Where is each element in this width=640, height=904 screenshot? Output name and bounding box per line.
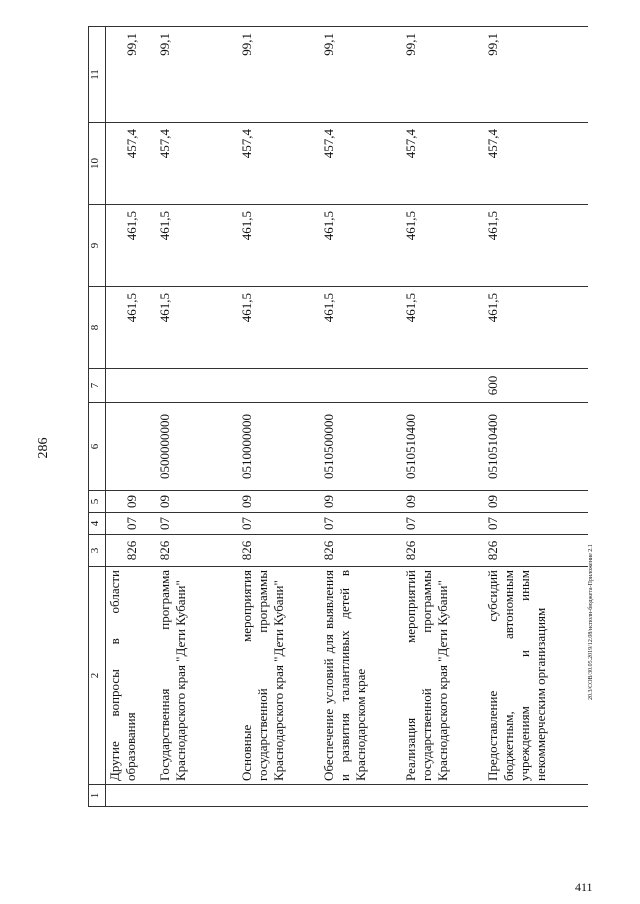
cell-vr: 600 bbox=[484, 369, 588, 403]
cell-ved: 826 bbox=[106, 535, 156, 567]
cell-csr: 0510000000 bbox=[238, 403, 320, 491]
row-name: Предоставление субсидий бюджетным, автономным учреждениям и иным некоммерческим организациям bbox=[484, 567, 588, 785]
cell-vr bbox=[238, 369, 320, 403]
cell-executed: 457,4 bbox=[156, 123, 238, 205]
cell-vr bbox=[320, 369, 402, 403]
cell-pr: 09 bbox=[484, 491, 588, 513]
cell-ved: 826 bbox=[484, 535, 588, 567]
cell-rz: 07 bbox=[484, 513, 588, 535]
rotated-table-wrapper bbox=[88, 33, 586, 807]
column-header: 5 bbox=[89, 491, 106, 513]
cell-rz: 07 bbox=[320, 513, 402, 535]
cell-executed: 457,4 bbox=[320, 123, 402, 205]
cell-plan: 461,5 bbox=[484, 287, 588, 369]
cell-rz: 07 bbox=[238, 513, 320, 535]
column-header: 7 bbox=[89, 369, 106, 403]
cell-executed: 457,4 bbox=[402, 123, 484, 205]
header-row bbox=[89, 27, 106, 807]
cell-executed: 457,4 bbox=[106, 123, 156, 205]
budget-table bbox=[88, 26, 588, 807]
row-name: Другие вопросы в области образования bbox=[106, 567, 156, 785]
table-row bbox=[156, 27, 238, 807]
cell-pr: 09 bbox=[402, 491, 484, 513]
cell-percent: 99,1 bbox=[320, 27, 402, 123]
cell-plan: 461,5 bbox=[238, 287, 320, 369]
column-header: 11 bbox=[89, 27, 106, 123]
column-header: 2 bbox=[89, 567, 106, 785]
column-header: 6 bbox=[89, 403, 106, 491]
cell-csr: 0510510400 bbox=[484, 403, 588, 491]
cell-percent: 99,1 bbox=[106, 27, 156, 123]
cell-refined: 461,5 bbox=[156, 205, 238, 287]
cell-csr bbox=[106, 403, 156, 491]
cell-percent: 99,1 bbox=[484, 27, 588, 123]
cell-pr: 09 bbox=[106, 491, 156, 513]
cell-vr bbox=[402, 369, 484, 403]
cell-pr: 09 bbox=[238, 491, 320, 513]
cell-percent: 99,1 bbox=[402, 27, 484, 123]
cell-plan: 461,5 bbox=[402, 287, 484, 369]
cell-rz: 07 bbox=[402, 513, 484, 535]
cell-rz: 07 bbox=[106, 513, 156, 535]
cell-plan: 461,5 bbox=[320, 287, 402, 369]
cell-pr: 09 bbox=[320, 491, 402, 513]
row-name: Государственная программа Краснодарского края "Дети Кубани" bbox=[156, 567, 238, 785]
cell-csr: 0500000000 bbox=[156, 403, 238, 491]
row-name: Обеспечение условий для выявления и развития талантливых детей в Краснодарском крае bbox=[320, 567, 402, 785]
cell-csr: 0510500000 bbox=[320, 403, 402, 491]
column-header: 3 bbox=[89, 535, 106, 567]
table-row bbox=[238, 27, 320, 807]
cell-ved: 826 bbox=[402, 535, 484, 567]
cell-refined: 461,5 bbox=[320, 205, 402, 287]
row-name: Реализация мероприятий государственной программы Краснодарского края "Дети Кубани" bbox=[402, 567, 484, 785]
page-number: 286 bbox=[36, 437, 51, 459]
column-header: 1 bbox=[89, 785, 106, 807]
cell-refined: 461,5 bbox=[238, 205, 320, 287]
table-row bbox=[402, 27, 484, 807]
cell-ved: 826 bbox=[156, 535, 238, 567]
row-name: Основные мероприятия государственной программы Краснодарского края "Дети Кубани" bbox=[238, 567, 320, 785]
cell-plan: 461,5 bbox=[156, 287, 238, 369]
cell-refined: 461,5 bbox=[484, 205, 588, 287]
cell-refined: 461,5 bbox=[402, 205, 484, 287]
cell-rz: 07 bbox=[156, 513, 238, 535]
cell-executed: 457,4 bbox=[484, 123, 588, 205]
cell-percent: 99,1 bbox=[156, 27, 238, 123]
cell-refined: 461,5 bbox=[106, 205, 156, 287]
side-reference bbox=[588, 120, 600, 700]
column-header: 9 bbox=[89, 205, 106, 287]
column-header: 8 bbox=[89, 287, 106, 369]
column-header: 10 bbox=[89, 123, 106, 205]
cell-ved: 826 bbox=[320, 535, 402, 567]
sheet-number: 411 bbox=[575, 880, 593, 894]
cell-vr bbox=[106, 369, 156, 403]
cell-executed: 457,4 bbox=[238, 123, 320, 205]
table-row bbox=[106, 27, 156, 807]
side-reference-text: 20.3/СОВ/30.05.2019/12.08/исполн-бюджета-Приложение 2.1 bbox=[588, 544, 594, 700]
table-row bbox=[320, 27, 402, 807]
cell-percent: 99,1 bbox=[238, 27, 320, 123]
cell-ved: 826 bbox=[238, 535, 320, 567]
column-header: 4 bbox=[89, 513, 106, 535]
cell-pr: 09 bbox=[156, 491, 238, 513]
table-row bbox=[484, 27, 588, 807]
cell-csr: 0510510400 bbox=[402, 403, 484, 491]
cell-vr bbox=[156, 369, 238, 403]
cell-plan: 461,5 bbox=[106, 287, 156, 369]
